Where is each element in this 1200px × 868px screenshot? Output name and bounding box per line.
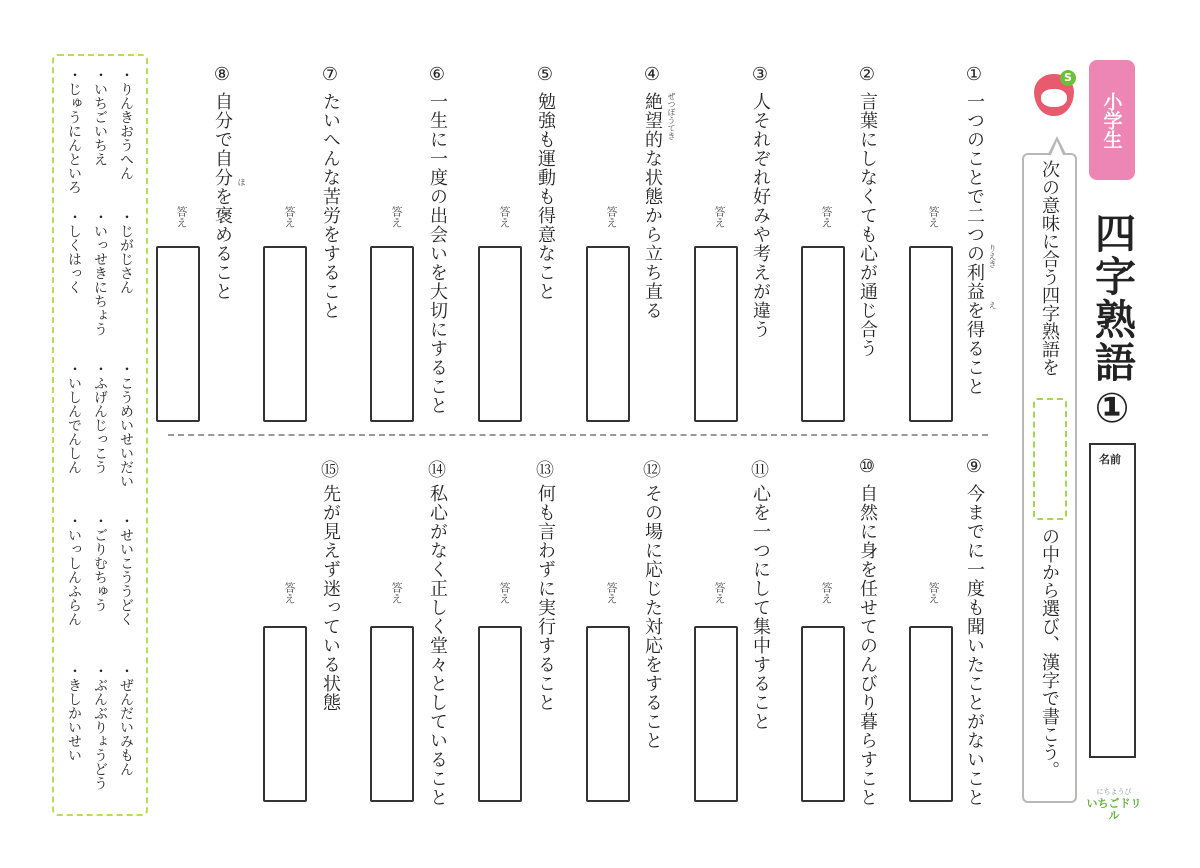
answer-box[interactable]: [370, 246, 414, 422]
question-number: ②: [858, 64, 876, 85]
word-bank-item: ・いっせきにちょう: [92, 210, 108, 336]
answer-box[interactable]: [263, 246, 307, 422]
word-bank-item: ・きしかいせい: [66, 664, 82, 762]
word-bank-item: ・りんきおうへん: [118, 68, 134, 180]
answer-label: 答え: [605, 206, 618, 228]
word-bank-item: ・しくはっく: [66, 210, 82, 294]
question-number: ⑤: [536, 64, 554, 85]
question-text: 人それぞれ好みや考えが違う: [750, 92, 771, 339]
answer-box[interactable]: [156, 246, 200, 422]
question-number: ⑨: [965, 456, 983, 477]
question-text: 言葉にしなくても心が通じ合う: [857, 92, 878, 358]
instruction-text-2: の中から選び、漢字で書こう。: [1039, 527, 1060, 779]
answer-box[interactable]: [586, 246, 630, 422]
question-text: 勉強も運動も得意なこと: [535, 92, 556, 301]
question-text: 絶望的な状態から立ち直る: [642, 92, 663, 320]
logo-small-text: にちようび: [1096, 788, 1132, 796]
name-label: 名前: [1099, 453, 1121, 466]
answer-box[interactable]: [694, 246, 738, 422]
question-number: ⑦: [321, 64, 339, 85]
question-number: ③: [751, 64, 769, 85]
ruby-text: ほ: [237, 178, 246, 186]
word-bank-item: ・いちごいちえ: [92, 68, 108, 166]
word-bank-item: ・こうめいせいだい: [118, 362, 134, 488]
answer-label: 答え: [390, 582, 403, 604]
logo-text: いちごドリル: [1086, 797, 1142, 822]
word-bank-item: ・じゅうにんといろ: [66, 68, 82, 194]
question-number: ④: [643, 64, 661, 85]
answer-box[interactable]: [478, 246, 522, 422]
question-text: 何も言わずに実行すること: [535, 484, 556, 712]
question-text: 一生に一度の出会いを大切にすること: [427, 92, 448, 415]
strawberry-icon: S: [1034, 74, 1074, 116]
question-number: ⑧: [213, 64, 231, 85]
question-number: ⑥: [428, 64, 446, 85]
word-bank-item: ・いしんでんしん: [66, 362, 82, 474]
question-number: ⑩: [858, 456, 876, 477]
answer-box[interactable]: [478, 626, 522, 802]
answer-label: 答え: [713, 206, 726, 228]
answer-label: 答え: [390, 206, 403, 228]
answer-box[interactable]: [909, 246, 953, 422]
answer-box[interactable]: [694, 626, 738, 802]
answer-box[interactable]: [586, 626, 630, 802]
answer-label: 答え: [175, 206, 188, 228]
page-title: 四字熟語①: [1088, 212, 1136, 434]
question-number: ⑬: [536, 460, 554, 481]
answer-box[interactable]: [909, 626, 953, 802]
word-bank-item: ・せいこううどく: [118, 514, 134, 626]
question-number: ⑫: [643, 460, 661, 481]
question-text: 私心がなく正しく堂々としていること: [427, 484, 448, 807]
instruction-text-1: 次の意味に合う四字熟語を: [1039, 160, 1060, 376]
question-number: ①: [965, 64, 983, 85]
answer-label: 答え: [713, 582, 726, 604]
instruction-box-icon: [1033, 398, 1067, 520]
answer-box[interactable]: [263, 626, 307, 802]
question-text: その場に応じた対応をすること: [642, 484, 663, 750]
word-bank-item: ・じがじさん: [118, 210, 134, 294]
question-number: ⑮: [321, 460, 339, 481]
answer-box[interactable]: [370, 626, 414, 802]
answer-label: 答え: [498, 206, 511, 228]
question-text: 先が見えず迷っている状態: [320, 484, 341, 712]
word-bank-item: ・ぶんぶりょうどう: [92, 664, 108, 790]
answer-label: 答え: [820, 206, 833, 228]
ruby-text: ぜつぼうてき: [667, 92, 676, 140]
brand-logo: [1082, 786, 1146, 822]
word-bank-item: ・ごりむちゅう: [92, 514, 108, 612]
name-field[interactable]: [1089, 443, 1136, 758]
question-text: 自分で自分を褒めること: [212, 92, 233, 301]
question-number: ⑭: [428, 460, 446, 481]
question-text: たいへんな苦労をすること: [320, 92, 341, 320]
grade-badge: 小学生: [1089, 60, 1135, 180]
question-text: 自然に身を任せてのんびり暮らすこと: [857, 484, 878, 807]
answer-label: 答え: [605, 582, 618, 604]
question-text: 心を一つにして集中すること: [750, 484, 771, 731]
answer-label: 答え: [283, 582, 296, 604]
answer-label: 答え: [927, 206, 940, 228]
answer-label: 答え: [498, 582, 511, 604]
word-bank-item: ・ぜんだいみもん: [118, 664, 134, 776]
ruby-text: りえき: [988, 244, 997, 268]
word-bank-item: ・いっしんふらん: [66, 514, 82, 626]
answer-box[interactable]: [801, 626, 845, 802]
question-text: 一つのことで二つの利益を得ること: [964, 92, 985, 396]
ruby-text: え: [988, 301, 997, 309]
answer-label: 答え: [283, 206, 296, 228]
word-bank-item: ・ふげんじっこう: [92, 362, 108, 474]
section-divider: [168, 434, 988, 436]
answer-label: 答え: [820, 582, 833, 604]
question-number: ⑪: [751, 460, 769, 481]
question-text: 今までに一度も聞いたことがないこと: [964, 484, 985, 807]
answer-label: 答え: [927, 582, 940, 604]
answer-box[interactable]: [801, 246, 845, 422]
